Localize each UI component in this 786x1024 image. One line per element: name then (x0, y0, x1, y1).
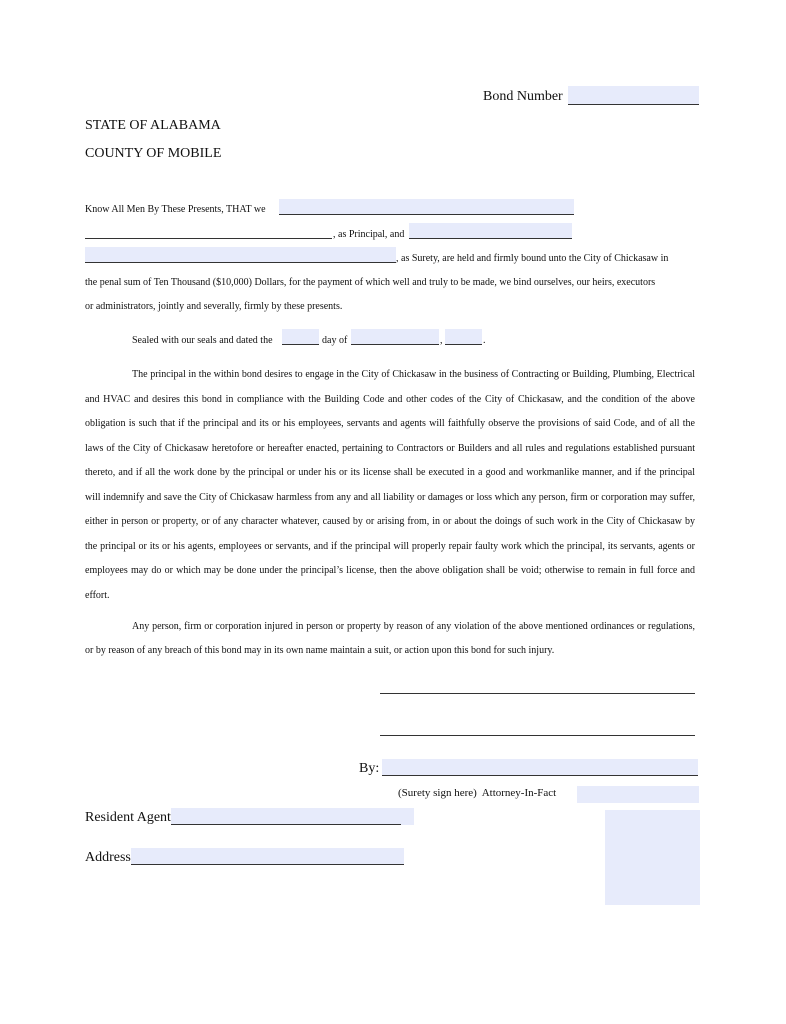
seal-field[interactable] (605, 810, 700, 905)
year-underline (445, 344, 482, 345)
principal-cont-underline (85, 238, 332, 239)
month-field[interactable] (351, 329, 439, 345)
signature-line-2 (380, 735, 695, 736)
comma-text: , (440, 335, 443, 346)
by-signature-underline (382, 775, 698, 776)
surety-cont-field[interactable] (85, 247, 396, 263)
year-field[interactable] (445, 329, 482, 345)
bond-number-label: Bond Number (483, 89, 563, 104)
penal-sum-text: the penal sum of Ten Thousand ($10,000) Dollars, for the payment of which well and truly to be made, we bind ourselves, our heirs, executors (85, 277, 656, 288)
principal-name-field[interactable] (279, 199, 574, 215)
address-label: Address (85, 850, 131, 865)
address-field[interactable] (131, 848, 404, 865)
signature-field-2[interactable] (380, 720, 695, 735)
as-principal-text: , as Principal, and (333, 229, 405, 240)
address-underline (131, 864, 404, 865)
by-label: By: (359, 761, 380, 776)
day-of-text: day of (322, 335, 348, 346)
signature-line-1 (380, 693, 695, 694)
surety-cont-underline (85, 262, 396, 263)
surety-sign-text: (Surety sign here) Attorney-In-Fact (398, 787, 557, 799)
day-underline (282, 344, 319, 345)
bond-number-field[interactable] (568, 86, 699, 105)
resident-agent-field[interactable] (171, 808, 414, 825)
conditions-paragraph (85, 363, 695, 608)
bond-number-underline (568, 104, 699, 105)
as-surety-text: , as Surety, are held and firmly bound unto the City of Chickasaw in (396, 253, 669, 264)
conditions-text: The principal in the within bond desires to engage in the City of Chickasaw in the business of Contracting or Building, Plumbing, Electrical and HVAC and desires this bond in compliance with the Building Code and other codes of the City of Chickasaw, and the condition of the above obligation is such that if the principal and its or his employees, servants and agents will faithfully observe the provisions of said Code, and of all the laws of the City of Chickasaw heretofore or hereafter enacted, pertaining to Contractors or Builders and all rules and regulations established pursuant thereto, and if all the work done by the principal or under his or its license shall be executed in a good and workmanlike manner, and if the principal will indemnify and save the City of Chickasaw harmless from any and all liability or damages or loss which any person, firm or corporation may suffer, either in person or property, or of any character whatever, caused by or arising from, in or about the doings of such work in the City of Chickasaw by the principal or its or his agents, employees or servants, and if the principal will properly repair faulty work which the principal, its servants, agents or employees may do or which may be done under the principal’s license, then the above obligation shall be void; otherwise to remain in full force and effort. (85, 369, 695, 601)
by-signature-field[interactable] (382, 759, 698, 776)
month-underline (351, 344, 439, 345)
county-heading: COUNTY OF MOBILE (85, 146, 222, 161)
period-text: . (483, 335, 486, 346)
signature-field-1[interactable] (380, 678, 695, 693)
state-heading: STATE OF ALABAMA (85, 118, 221, 133)
resident-agent-underline (171, 824, 401, 825)
know-all-text: Know All Men By These Presents, THAT we (85, 204, 266, 215)
principal-cont-field[interactable] (85, 223, 332, 238)
surety-name-underline (409, 238, 572, 239)
day-field[interactable] (282, 329, 319, 345)
administrators-text: or administrators, jointly and severally, firmly by these presents. (85, 301, 343, 312)
surety-name-field[interactable] (409, 223, 572, 239)
principal-name-underline (279, 214, 574, 215)
sealed-text: Sealed with our seals and dated the (132, 335, 273, 346)
resident-agent-label: Resident Agent (85, 810, 171, 825)
injury-text: Any person, firm or corporation injured in person or property by reason of any violation of the above mentioned ordinances or regulations, or by reason of any breach of this bond may in its own name maintain a suit, or action upon this bond for such injury. (85, 621, 695, 656)
attorney-in-fact-field[interactable] (577, 786, 699, 803)
injury-paragraph (85, 615, 695, 663)
